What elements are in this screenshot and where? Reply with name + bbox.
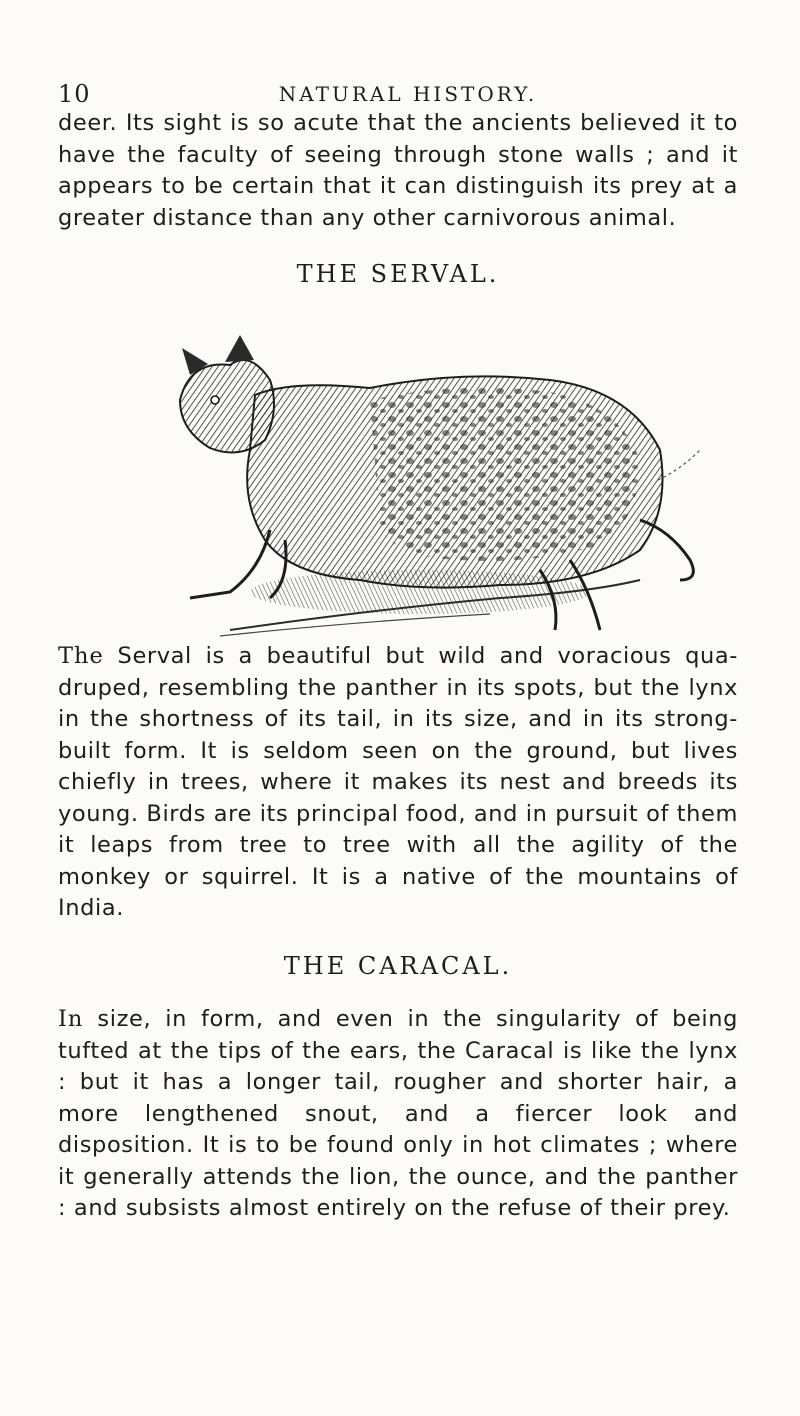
serval-illustration (170, 330, 710, 640)
page-number: 10 (58, 80, 91, 108)
serval-text: Serval is a beautiful but wild and voracious qua-druped, resembling the panther in its spots, but the lynx in the shortness of its tail, in its size, and in its strong-built form. It is seldom seen on the ground, but lives chiefly in trees, where it makes its nest and breeds its young. Birds are its principal food, and in pursuit of them it leaps from tree to tree with all the agility of the monkey or squirrel. It is a native of the mountains of India. (58, 643, 738, 921)
intro-paragraph: deer. Its sight is so acute that the ancients believed it to have the faculty of seeing through stone walls ; and it appears to be certain that it can distinguish its prey at a greater distance than any other carnivorous animal. (58, 110, 738, 231)
running-head: NATURAL HISTORY. (278, 82, 538, 106)
caracal-text: size, in form, and even in the singularity of being tufted at the tips of the ears, the Caracal is like the lynx : but it has a longer tail, rougher and shorter hair, a more lengthened snout, and a fiercer look and disposition. It is to be found only in hot climates ; where it generally attends the lion, the ounce, and the panther : and subsists almost entirely on the refuse of their prey. (58, 1006, 738, 1221)
caracal-paragraph (58, 1004, 738, 1225)
serval-paragraph (58, 641, 738, 925)
section-title-caracal: THE CARACAL. (283, 952, 513, 980)
caracal-lead: In (58, 1006, 84, 1032)
serval-lead: The (58, 643, 104, 669)
section-title-serval: THE SERVAL. (296, 260, 500, 288)
